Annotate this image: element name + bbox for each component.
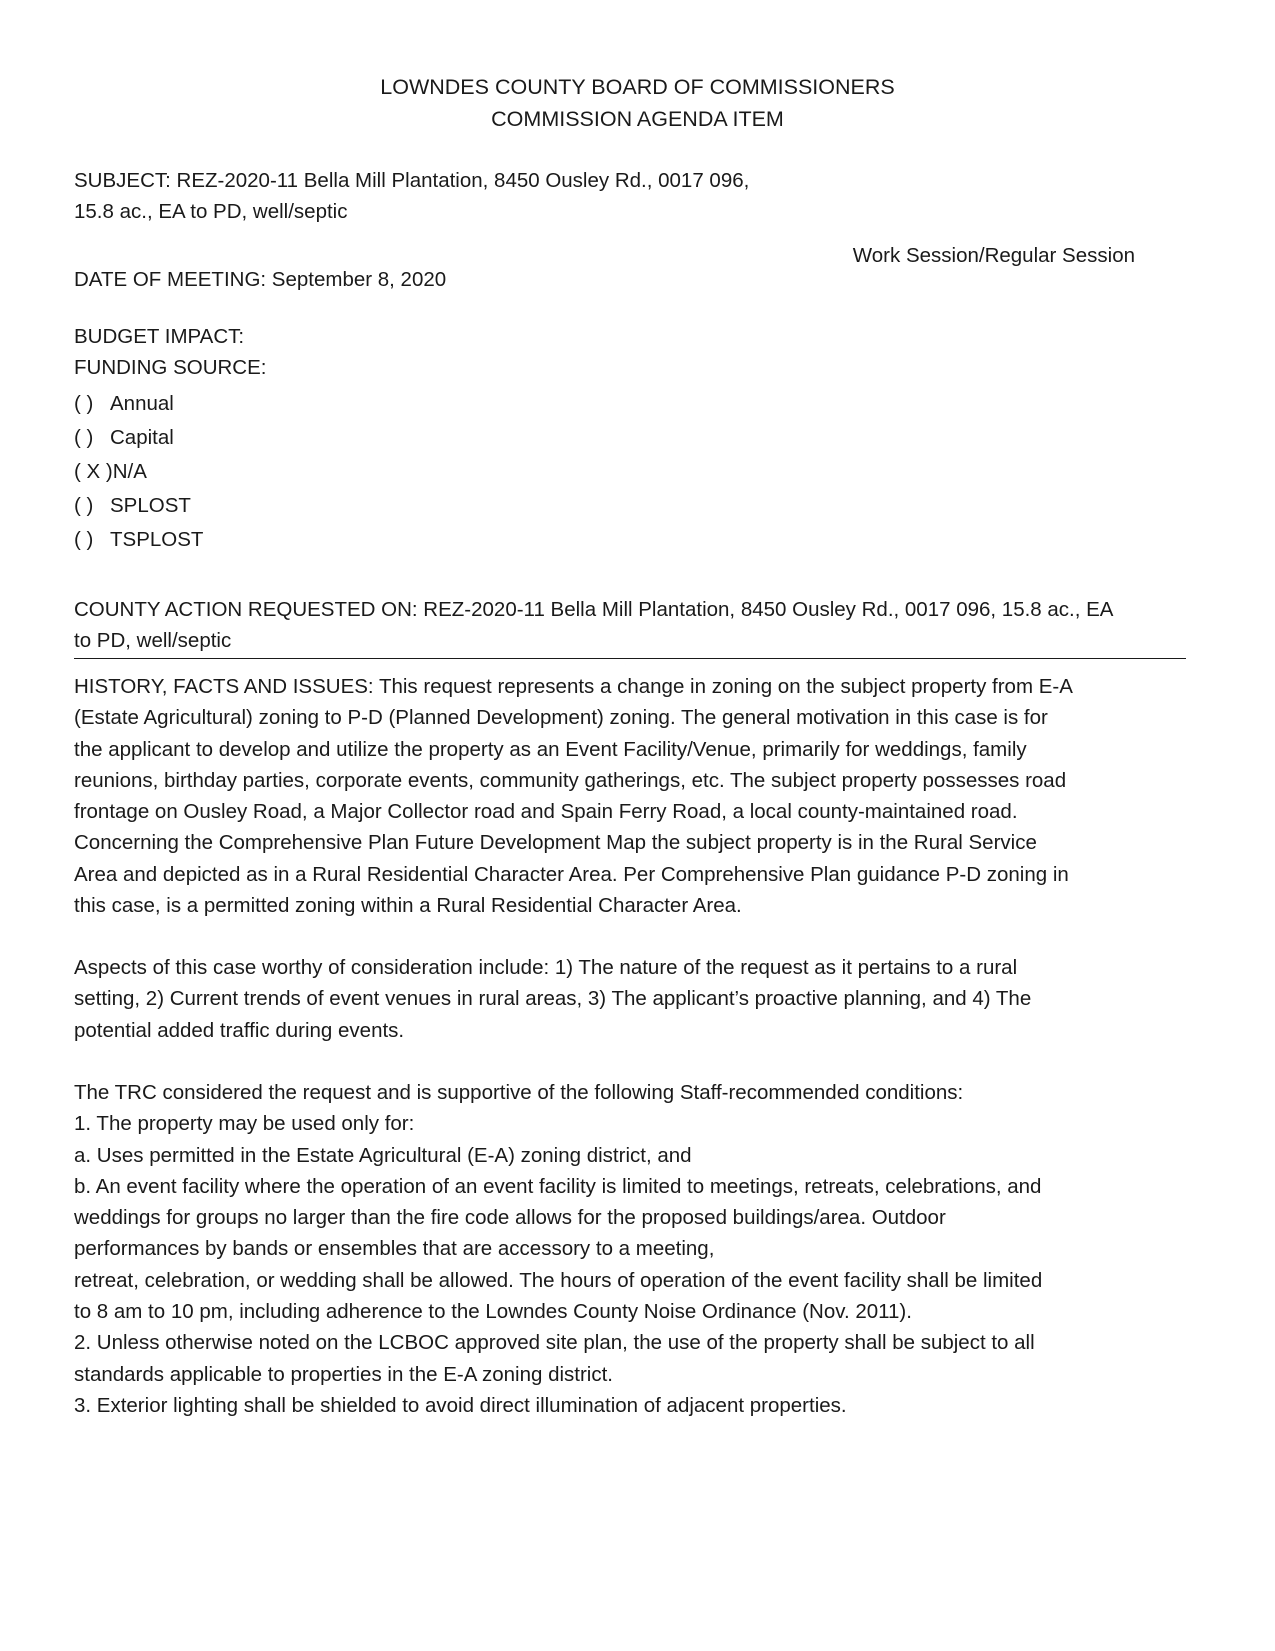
history-line: frontage on Ousley Road, a Major Collector road and Spain Ferry Road, a local county-maintained road. bbox=[74, 800, 1018, 824]
funding-option-tsplost bbox=[74, 524, 203, 555]
checkbox-mark: ( ) bbox=[74, 494, 94, 517]
funding-option-label: SPLOST bbox=[110, 494, 191, 517]
conditions-line: 3. Exterior lighting shall be shielded to avoid direct illumination of adjacent properties. bbox=[74, 1393, 847, 1417]
conditions-line: to 8 am to 10 pm, including adherence to the Lowndes County Noise Ordinance (Nov. 2011). bbox=[74, 1300, 912, 1324]
aspects-line: potential added traffic during events. bbox=[74, 1018, 405, 1042]
conditions-line: retreat, celebration, or wedding shall be allowed. The hours of operation of the event facility shall be limited bbox=[74, 1268, 1043, 1292]
conditions-line: The TRC considered the request and is supportive of the following Staff-recommended conditions: bbox=[74, 1081, 964, 1104]
funding-option-annual bbox=[74, 388, 174, 419]
funding-option-splost bbox=[74, 490, 191, 521]
checkbox-mark: ( ) bbox=[74, 392, 94, 415]
subject-line: SUBJECT: REZ-2020-11 Bella Mill Plantation, 8450 Ousley Rd., 0017 096, bbox=[74, 169, 750, 192]
aspects-line: Aspects of this case worthy of consideration include: 1) The nature of the request as it pertains to a rural bbox=[74, 956, 1018, 979]
history-line: this case, is a permitted zoning within a Rural Residential Character Area. bbox=[74, 894, 742, 918]
conditions-line: 2. Unless otherwise noted on the LCBOC approved site plan, the use of the property shall be subject to all bbox=[74, 1331, 1035, 1355]
history-line: (Estate Agricultural) zoning to P-D (Planned Development) zoning. The general motivation in this case is for bbox=[74, 706, 1048, 730]
funding-option-label: N/A bbox=[112, 460, 147, 483]
board-title: LOWNDES COUNTY BOARD OF COMMISSIONERS bbox=[380, 75, 895, 99]
budget-impact-label: BUDGET IMPACT: bbox=[74, 325, 245, 348]
subject-section bbox=[74, 165, 1204, 228]
meeting-date: DATE OF MEETING: September 8, 2020 bbox=[74, 268, 447, 291]
agenda-item-title: COMMISSION AGENDA ITEM bbox=[491, 107, 784, 131]
history-line: HISTORY, FACTS AND ISSUES: This request represents a change in zoning on the subject property from E-A bbox=[74, 675, 1073, 698]
checkbox-mark: ( ) bbox=[74, 528, 94, 551]
action-line: COUNTY ACTION REQUESTED ON: REZ-2020-11 Bella Mill Plantation, 8450 Ousley Rd., 0017 096, 15.8 ac., EA bbox=[74, 598, 1114, 621]
action-requested-section bbox=[74, 594, 1204, 657]
checkbox-mark: ( X ) bbox=[74, 460, 113, 483]
subject-line: 15.8 ac., EA to PD, well/septic bbox=[74, 200, 348, 224]
conditions-line: a. Uses permitted in the Estate Agricultural (E-A) zoning district, and bbox=[74, 1143, 692, 1167]
aspects-line: setting, 2) Current trends of event venues in rural areas, 3) The applicant’s proactive planning, and 4) The bbox=[74, 987, 1032, 1011]
conditions-line: performances by bands or ensembles that are accessory to a meeting, bbox=[74, 1237, 715, 1261]
conditions-line: 1. The property may be used only for: bbox=[74, 1112, 415, 1136]
history-line: Area and depicted as in a Rural Residential Character Area. Per Comprehensive Plan guidance P-D zoning in bbox=[74, 862, 1069, 886]
action-line: to PD, well/septic bbox=[74, 629, 232, 653]
funding-option-capital bbox=[74, 422, 174, 453]
conditions-line: weddings for groups no larger than the fire code allows for the proposed buildings/area. Outdoor bbox=[74, 1206, 946, 1230]
conditions-line: standards applicable to properties in the E-A zoning district. bbox=[74, 1362, 613, 1386]
history-line: reunions, birthday parties, corporate events, community gatherings, etc. The subject property possesses road bbox=[74, 768, 1067, 792]
funding-source-label: FUNDING SOURCE: bbox=[74, 356, 267, 379]
history-section bbox=[74, 671, 1204, 921]
funding-option-label: TSPLOST bbox=[110, 528, 204, 551]
funding-option-na bbox=[74, 456, 147, 487]
section-divider bbox=[74, 658, 1186, 659]
history-line: Concerning the Comprehensive Plan Future Development Map the subject property is in the Rural Service bbox=[74, 831, 1037, 855]
conditions-section bbox=[74, 1077, 1204, 1421]
aspects-section bbox=[74, 952, 1204, 1046]
funding-option-label: Capital bbox=[110, 426, 174, 449]
funding-option-label: Annual bbox=[110, 392, 174, 415]
conditions-line: b. An event facility where the operation of an event facility is limited to meetings, retreats, celebrations, and bbox=[74, 1174, 1042, 1198]
session-type: Work Session/Regular Session bbox=[852, 244, 1135, 267]
checkbox-mark: ( ) bbox=[74, 426, 94, 449]
history-line: the applicant to develop and utilize the property as an Event Facility/Venue, primarily for weddings, family bbox=[74, 737, 1027, 761]
